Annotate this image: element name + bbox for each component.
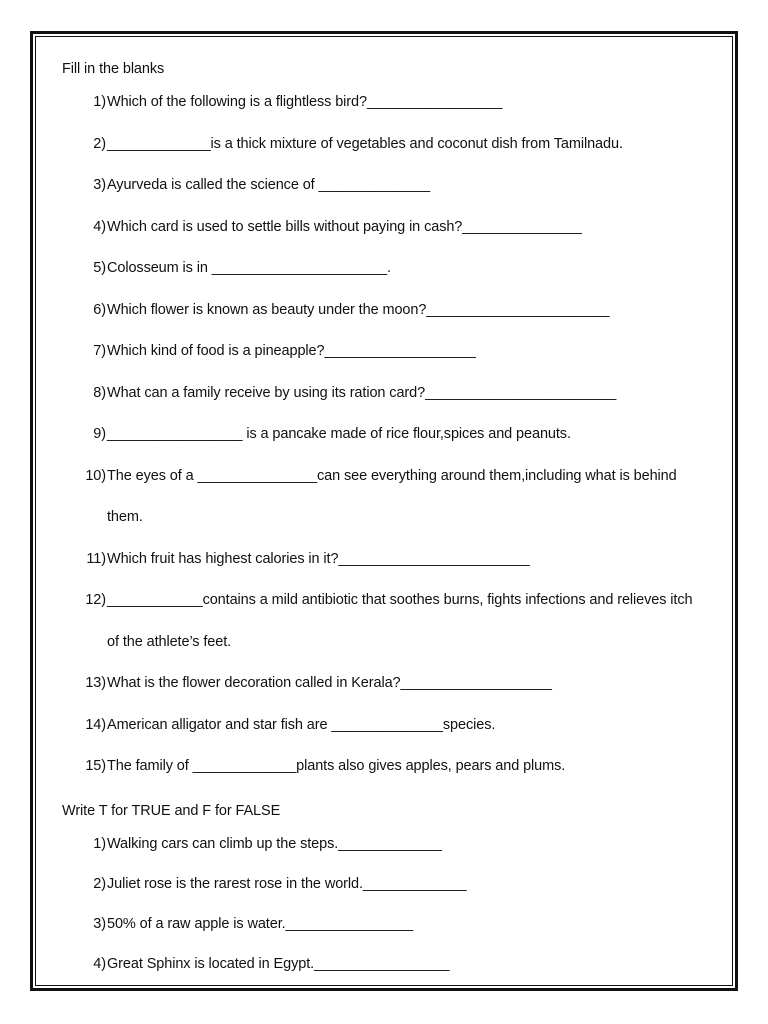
question-text: _____________is a thick mixture of vegetables and coconut dish from Tamilnadu. — [107, 135, 623, 152]
question-text: The family of _____________plants also gives apples, pears and plums. — [107, 758, 566, 774]
question-number: 1) — [93, 835, 106, 852]
question-text: American alligator and star fish are ______________species. — [107, 716, 496, 733]
question-item — [62, 746, 702, 788]
question-text: Which fruit has highest calories in it?________________________ — [107, 550, 530, 567]
question-item — [62, 124, 702, 166]
question-number: 7) — [93, 343, 106, 359]
question-text: The eyes of a _______________can see everything around them,including what is behind them. — [107, 467, 677, 525]
question-number: 4) — [93, 218, 106, 235]
question-text: What can a family receive by using its ration card?________________________ — [107, 384, 617, 401]
question-item — [62, 824, 702, 864]
question-item — [62, 904, 702, 944]
question-item — [62, 456, 702, 539]
true-false-heading: Write T for TRUE and F for FALSE — [62, 802, 281, 819]
true-false-section — [62, 798, 702, 984]
question-number: 12) — [85, 592, 106, 608]
question-item — [62, 663, 702, 705]
question-text: Colosseum is in ______________________. — [107, 260, 391, 276]
question-number: 3) — [93, 915, 106, 932]
question-item — [62, 944, 702, 984]
question-item — [62, 82, 702, 124]
question-item — [62, 248, 702, 290]
question-text: Ayurveda is called the science of ______________ — [107, 177, 431, 193]
fill-blanks-question-list — [62, 82, 702, 788]
question-number: 4) — [93, 955, 106, 972]
fill-in-the-blanks-section — [62, 56, 702, 788]
question-item — [62, 539, 702, 581]
question-number: 8) — [93, 384, 106, 401]
true-false-question-list — [62, 824, 702, 984]
question-item — [62, 290, 702, 332]
question-text: Walking cars can climb up the steps._____________ — [107, 835, 442, 852]
question-text: 50% of a raw apple is water.________________ — [107, 915, 413, 932]
question-number: 2) — [93, 875, 106, 892]
fill-blanks-heading: Fill in the blanks — [62, 61, 165, 77]
question-item — [62, 331, 702, 373]
question-text: Which kind of food is a pineapple?___________________ — [107, 343, 476, 359]
question-text: What is the flower decoration called in Kerala?___________________ — [107, 675, 552, 691]
question-text: ____________contains a mild antibiotic that soothes burns, fights infections and relieves itch of the athlete’s feet. — [107, 592, 693, 650]
question-item — [62, 165, 702, 207]
question-item — [62, 373, 702, 415]
question-item — [62, 580, 702, 663]
question-item — [62, 864, 702, 904]
question-number: 11) — [86, 550, 106, 567]
question-number: 10) — [85, 467, 106, 484]
question-text: Great Sphinx is located in Egypt._________________ — [107, 955, 450, 972]
question-number: 3) — [93, 177, 106, 193]
question-item — [62, 414, 702, 456]
question-text: _________________ is a pancake made of rice flour,spices and peanuts. — [107, 426, 571, 442]
question-text: Juliet rose is the rarest rose in the world._____________ — [107, 875, 467, 892]
question-number: 15) — [85, 758, 106, 774]
question-text: Which of the following is a flightless bird?_________________ — [107, 94, 503, 110]
question-number: 1) — [93, 94, 106, 110]
question-number: 6) — [93, 301, 106, 318]
question-number: 2) — [93, 135, 106, 152]
question-item — [62, 207, 702, 249]
question-number: 14) — [85, 716, 106, 733]
question-text: Which card is used to settle bills without paying in cash?_______________ — [107, 218, 582, 235]
question-item — [62, 705, 702, 747]
question-number: 5) — [93, 260, 106, 276]
question-text: Which flower is known as beauty under the moon?_______________________ — [107, 301, 610, 318]
question-number: 9) — [93, 426, 106, 442]
question-number: 13) — [85, 675, 106, 691]
worksheet-content — [62, 56, 702, 984]
